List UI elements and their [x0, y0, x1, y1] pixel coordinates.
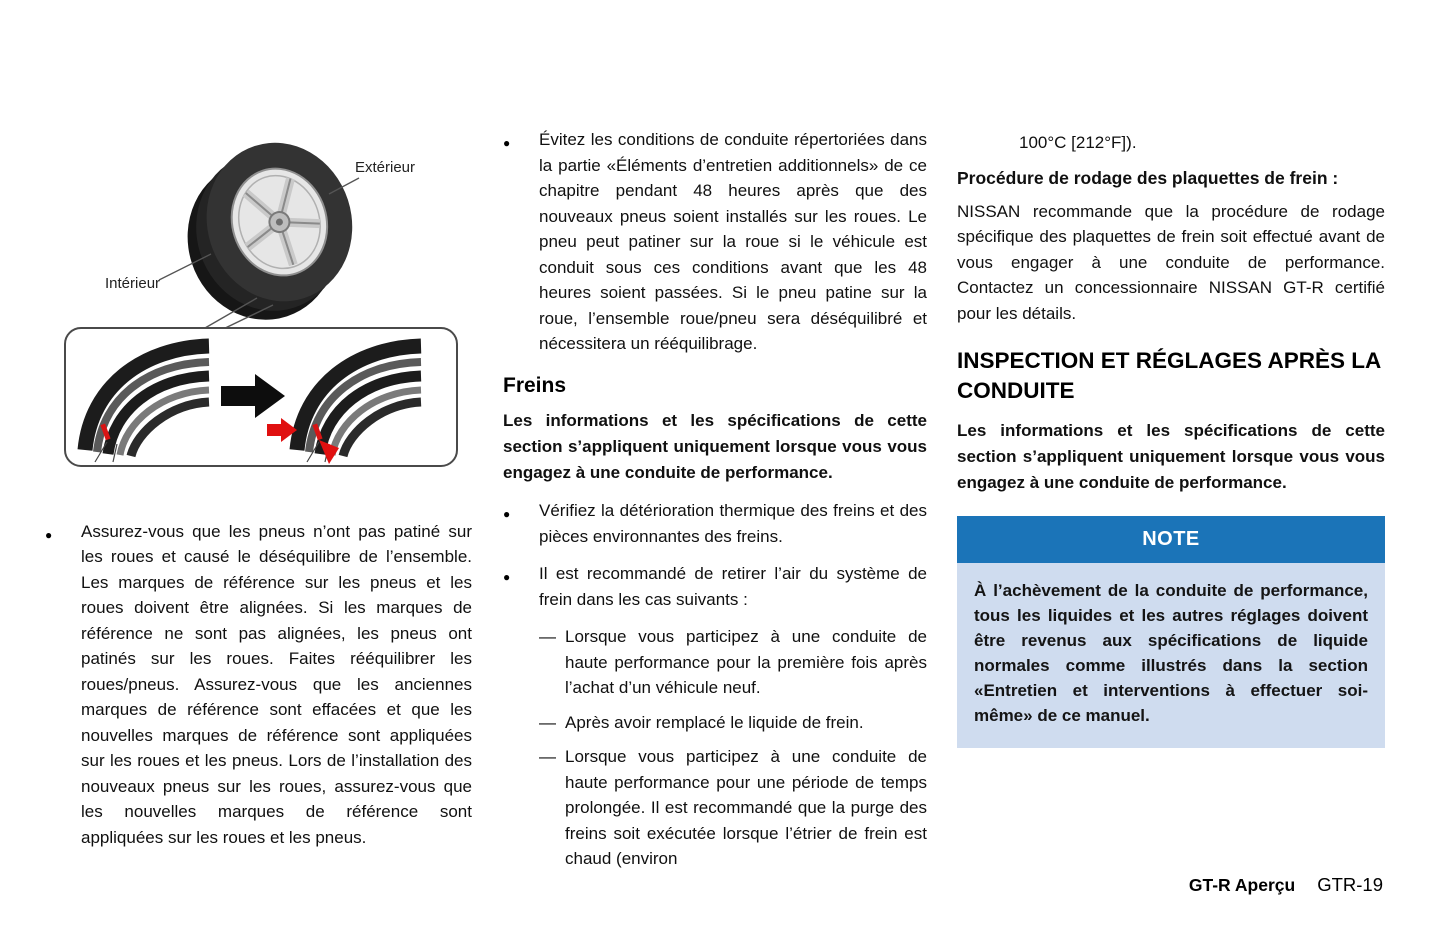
bullet-icon: ●	[503, 136, 511, 150]
figure-label-exterior: Extérieur	[355, 159, 416, 176]
list-item	[503, 561, 927, 612]
dash-icon: —	[539, 712, 556, 732]
sub-item-text: Après avoir remplacé le liquide de frein.	[565, 712, 864, 732]
sub-list-item	[539, 710, 927, 736]
heading-freins: Freins	[503, 373, 567, 397]
rodage-paragraph: NISSAN recommande que la procédure de rodage spécifique des plaquettes de frein soit effectué avant de vous engager à une conduite de performance. Contactez un concessionnaire NISSAN GT-R certifié pour les détails.	[957, 201, 1385, 323]
dash-icon: —	[539, 627, 556, 646]
list-item	[45, 519, 472, 851]
bullet-text: Évitez les conditions de conduite répertoriées dans la partie «Éléments d’entretien additionnels» de ce chapitre pendant 48 heures après que des nouveaux pneus soient installés sur les roues. Le pneu peut patiner sur la roue si le véhicule est conduit sous ces conditions avant que les 48 heures soient passées. Si le pneu patine sur la roue, l’ensemble roue/pneu sera déséquilibré et nécessitera un rééquilibrage.	[539, 130, 927, 353]
bullet-text: Il est recommandé de retirer l’air du système de frein dans les cas suivants :	[539, 564, 927, 609]
continuation-text: 100°C [212°F]).	[1019, 133, 1137, 152]
bullet-icon: ●	[503, 570, 511, 584]
middle-column	[503, 127, 927, 881]
right-column	[957, 130, 1385, 748]
footer-section-name: GT-R Aperçu	[1188, 875, 1296, 895]
sub-list-item	[539, 624, 927, 701]
sub-item-text: Lorsque vous participez à une conduite de haute performance pour une période de temps prolongée. Il est recommandé que la purge des freins soit exécutée lorsque l’étrier de frein est chaud (environ	[565, 747, 927, 868]
dash-icon: —	[539, 747, 556, 766]
footer-page-number: GTR-19	[1317, 874, 1383, 895]
bullet-icon: ●	[503, 507, 511, 521]
inspection-intro: Les informations et les spécifications de cette section s’appliquent uniquement lorsque vous vous engagez à une conduite de performance.	[957, 421, 1385, 492]
tire-figure	[59, 138, 472, 481]
heading-inspection: INSPECTION ET RÉGLAGES APRÈS LA CONDUITE	[957, 348, 1381, 403]
note-body-text: À l’achèvement de la conduite de performance, tous les liquides et les autres réglages doivent être revenus aux spécifications de liquide normales comme illustrés dans la section «Entretien et interventions à effectuer soi-même» de ce manuel.	[957, 563, 1385, 748]
tire-illustration	[59, 138, 469, 473]
left-column	[45, 120, 472, 862]
bullet-text: Assurez-vous que les pneus n’ont pas patiné sur les roues et causé le déséquilibre de l’ensemble. Les marques de référence sur les pneus et les roues doivent être alignées. Si les marques de référence ne sont pas alignées, les pneus ont patinés sur les roues. Faites rééquilibrer les roues/pneus. Assurez-vous que les anciennes marques de référence sont effacées et que les nouvelles marques de référence sont appliquées sur les roues et les pneus. Lors de l’installation des nouveaux pneus sur les roues, assurez-vous que les nouvelles marques de référence sont appliquées sur les roues et les pneus.	[81, 521, 472, 847]
note-title: NOTE	[957, 516, 1385, 563]
sub-item-text: Lorsque vous participez à une conduite de haute performance pour la première fois après l’achat d’un véhicule neuf.	[565, 627, 927, 697]
list-item	[503, 498, 927, 549]
freins-intro: Les informations et les spécifications de cette section s’appliquent uniquement lorsque vous vous engagez à une conduite de performance.	[503, 411, 927, 482]
page-footer	[1189, 874, 1383, 896]
figure-label-interior: Intérieur	[105, 275, 161, 292]
note-box	[957, 516, 1385, 748]
bullet-icon: ●	[45, 527, 53, 542]
list-item	[503, 127, 927, 357]
heading-rodage: Procédure de rodage des plaquettes de frein :	[957, 167, 1339, 188]
sub-list-item	[539, 744, 927, 872]
tire-wheel	[163, 138, 376, 339]
bullet-text: Vérifiez la détérioration thermique des freins et des pièces environnantes des freins.	[539, 501, 927, 546]
